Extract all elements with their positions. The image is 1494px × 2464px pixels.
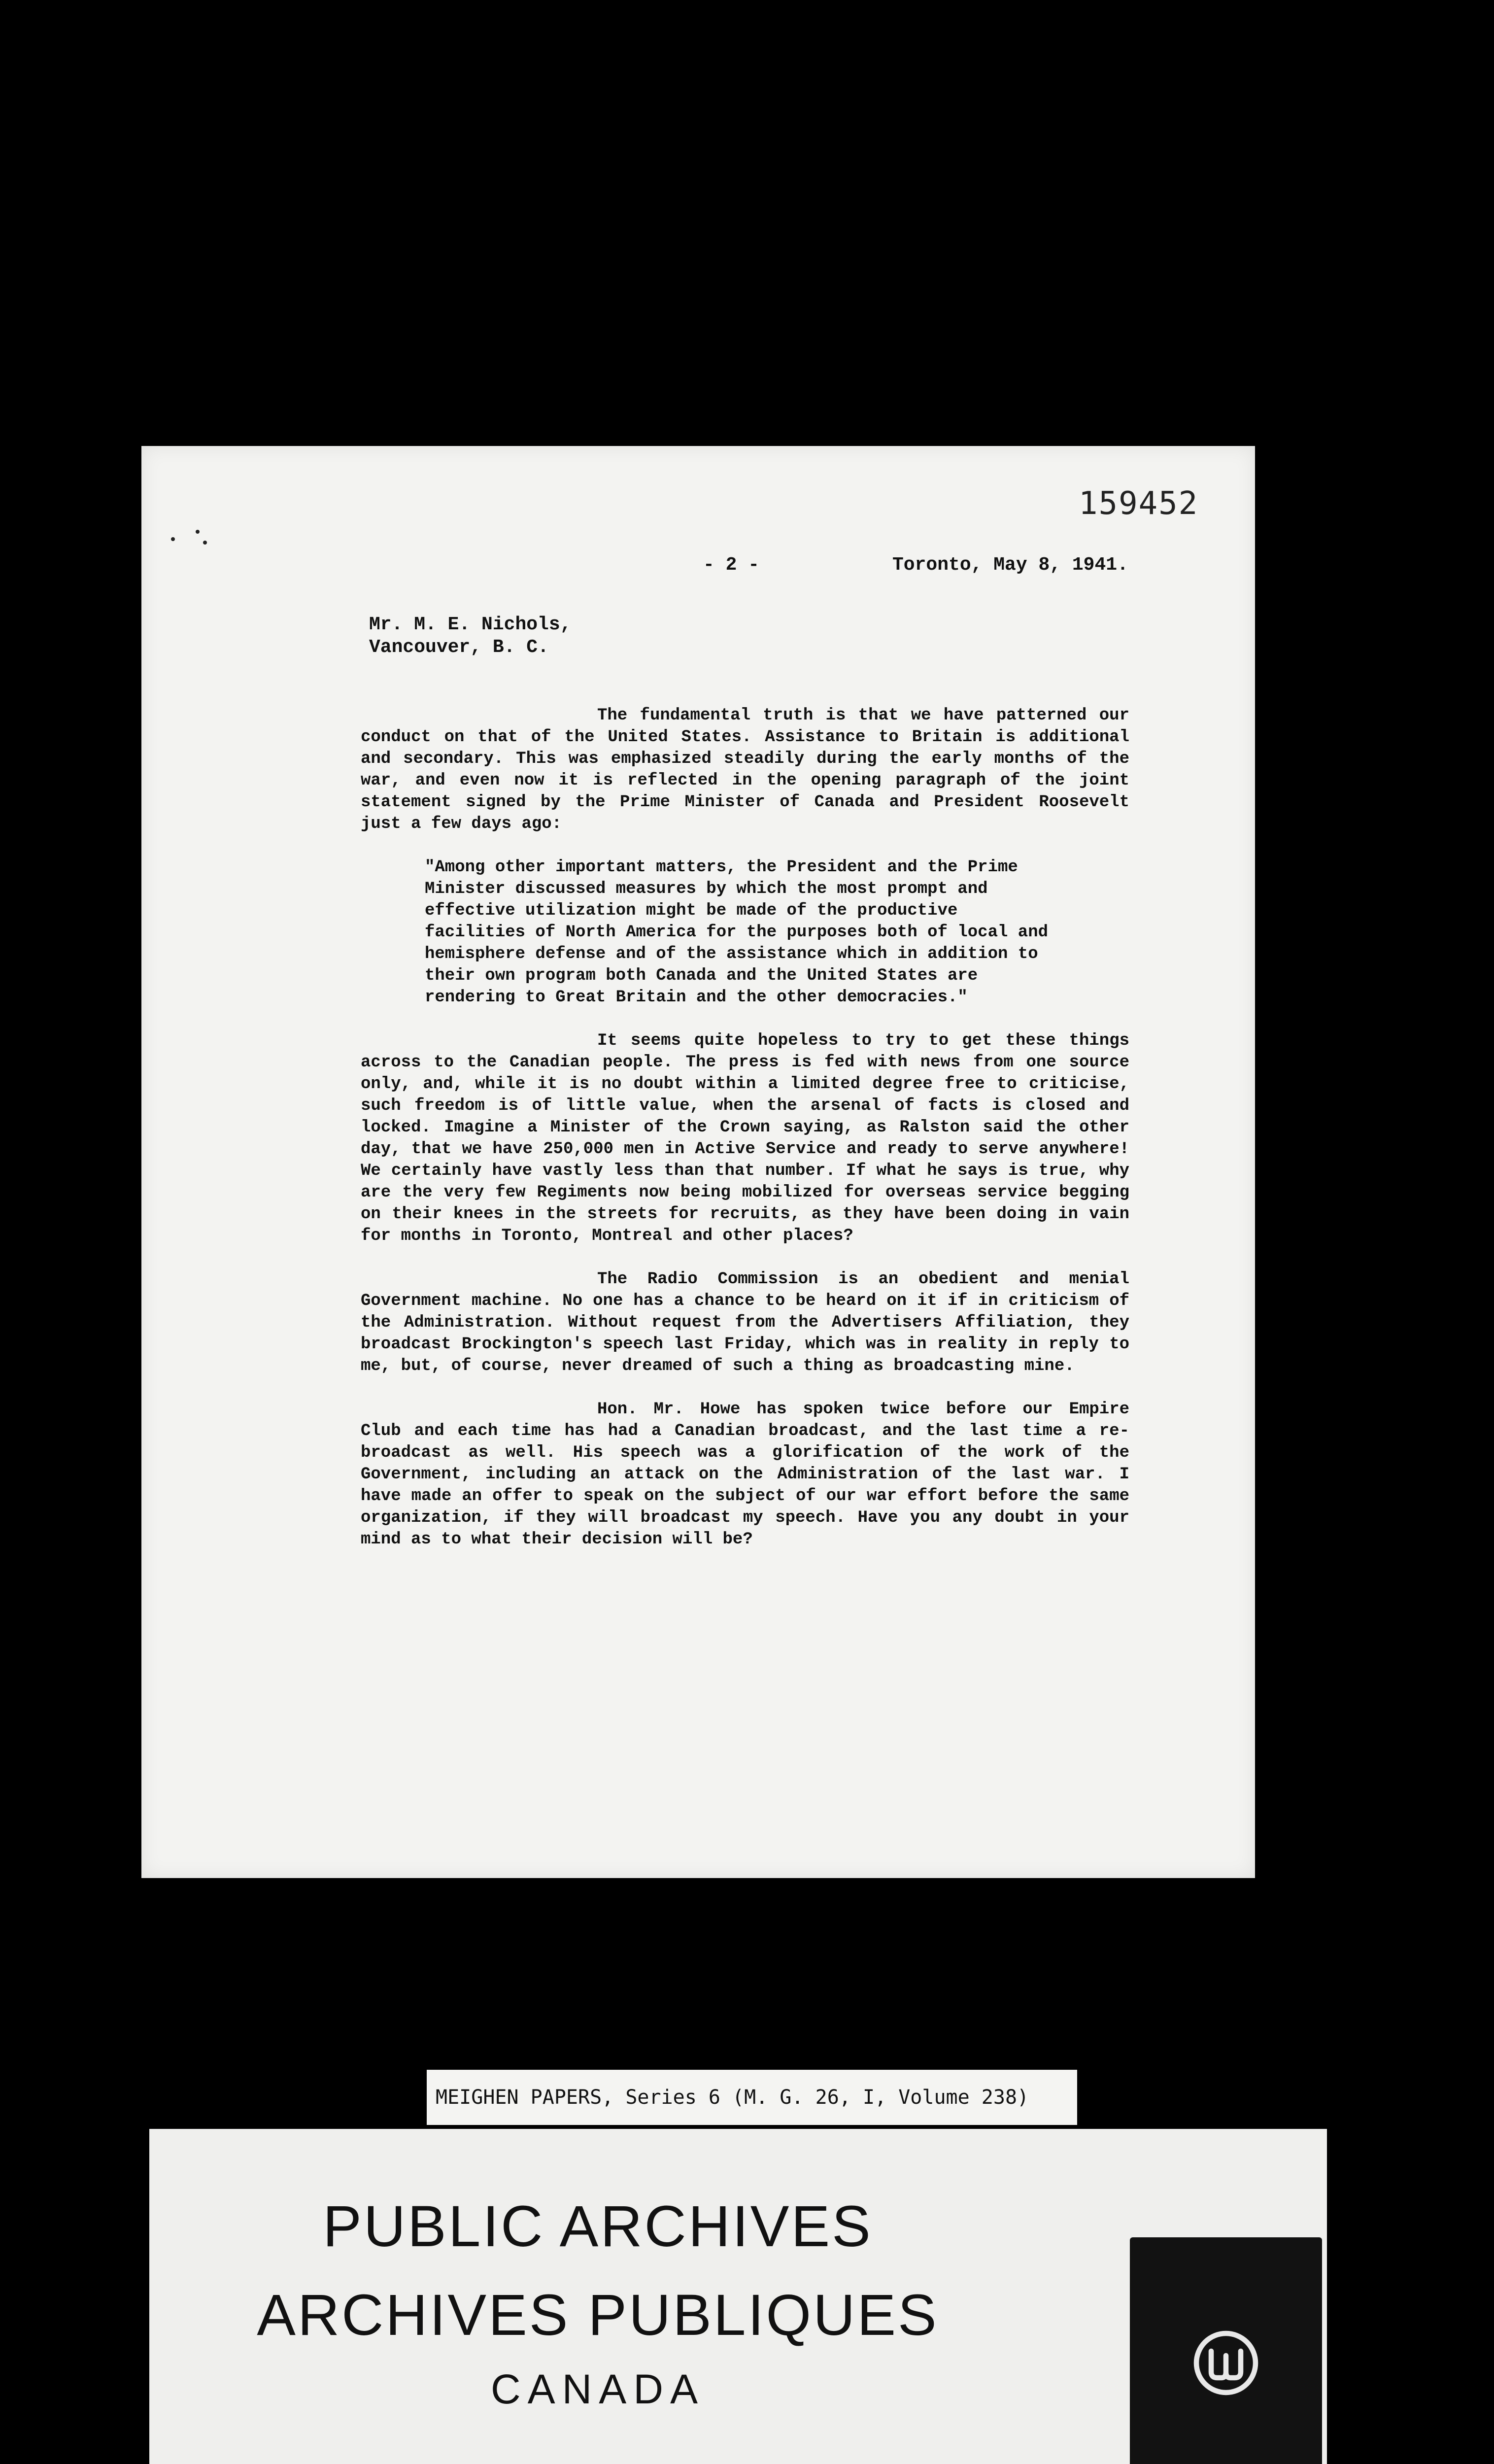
margin-speck: [196, 530, 200, 534]
quoted-statement: "Among other important matters, the President and the Prime Minister discussed measures by which the most prompt and effective utilization might be made of the productive facilities of North America for the purposes both of local and hemisphere defense and of the assistance which in addition to their own program both Canada and the United States are rendering to Great Britain and the other democracies.": [425, 858, 1049, 1007]
paragraph-3: The Radio Commission is an obedient and menial Government machine. No one has a chance to be heard on it if in criticism of the Administration. Without request from the Advertisers Affiliation, they broadcast Brockington's speech last Friday, which was in reality in reply to me, but, of course, never dreamed of such a thing as broadcasting mine.: [361, 1270, 1129, 1375]
archives-logo-icon: [1189, 2326, 1263, 2400]
margin-speck: [171, 537, 175, 541]
paragraph-1: The fundamental truth is that we have patterned our conduct on that of the United States. Assistance to Britain is additional and secondary. This was emphasized steadily during the early months of the war, and even now it is reflected in the opening paragraph of the joint statement signed by the Prime Minister of Canada and President Roosevelt just a few days ago:: [361, 706, 1129, 833]
archives-title-english: PUBLIC ARCHIVES: [323, 2194, 873, 2259]
letter-body: [361, 705, 1129, 1572]
addressee-location: Vancouver, B. C.: [369, 637, 549, 658]
paragraph-2: It seems quite hopeless to try to get these things across to the Canadian people. The press is fed with news from one source only, and, while it is no doubt within a limited degree free to criticise, such freedom is of little value, when the arsenal of facts is closed and locked. Imagine a Minister of the Crown saying, as Ralston said the other day, that we have 250,000 men in Active Service and ready to serve anywhere! We certainly have vastly less than that number. If what he says is true, why are the very few Regiments now being mobilized for overseas service begging on their knees in the streets for recruits, as they have been doing in vain for months in Toronto, Montreal and other places?: [361, 1031, 1129, 1245]
archives-title-french: ARCHIVES PUBLIQUES: [257, 2283, 939, 2348]
addressee-name: Mr. M. E. Nichols,: [369, 614, 572, 635]
page-number: - 2 -: [703, 554, 760, 576]
archives-country: CANADA: [490, 2366, 705, 2412]
archives-emblem: [1130, 2237, 1322, 2464]
archives-card: [149, 2129, 1327, 2464]
date-line: Toronto, May 8, 1941.: [892, 554, 1128, 576]
letter-page: [141, 446, 1255, 1878]
addressee-block: [369, 614, 571, 659]
catalog-label: MEIGHEN PAPERS, Series 6 (M. G. 26, I, Volume 238): [427, 2070, 1077, 2125]
document-number: 159452: [1079, 485, 1199, 522]
paragraph-4: Hon. Mr. Howe has spoken twice before our Empire Club and each time has had a Canadian broadcast, and the last time a re-broadcast as well. His speech was a glorification of the work of the Government, including an attack on the Administration of the last war. I have made an offer to speak on the subject of our war effort before the same organization, if they will broadcast my speech. Have you any doubt in your mind as to what their decision will be?: [361, 1400, 1129, 1549]
margin-speck: [203, 541, 207, 545]
